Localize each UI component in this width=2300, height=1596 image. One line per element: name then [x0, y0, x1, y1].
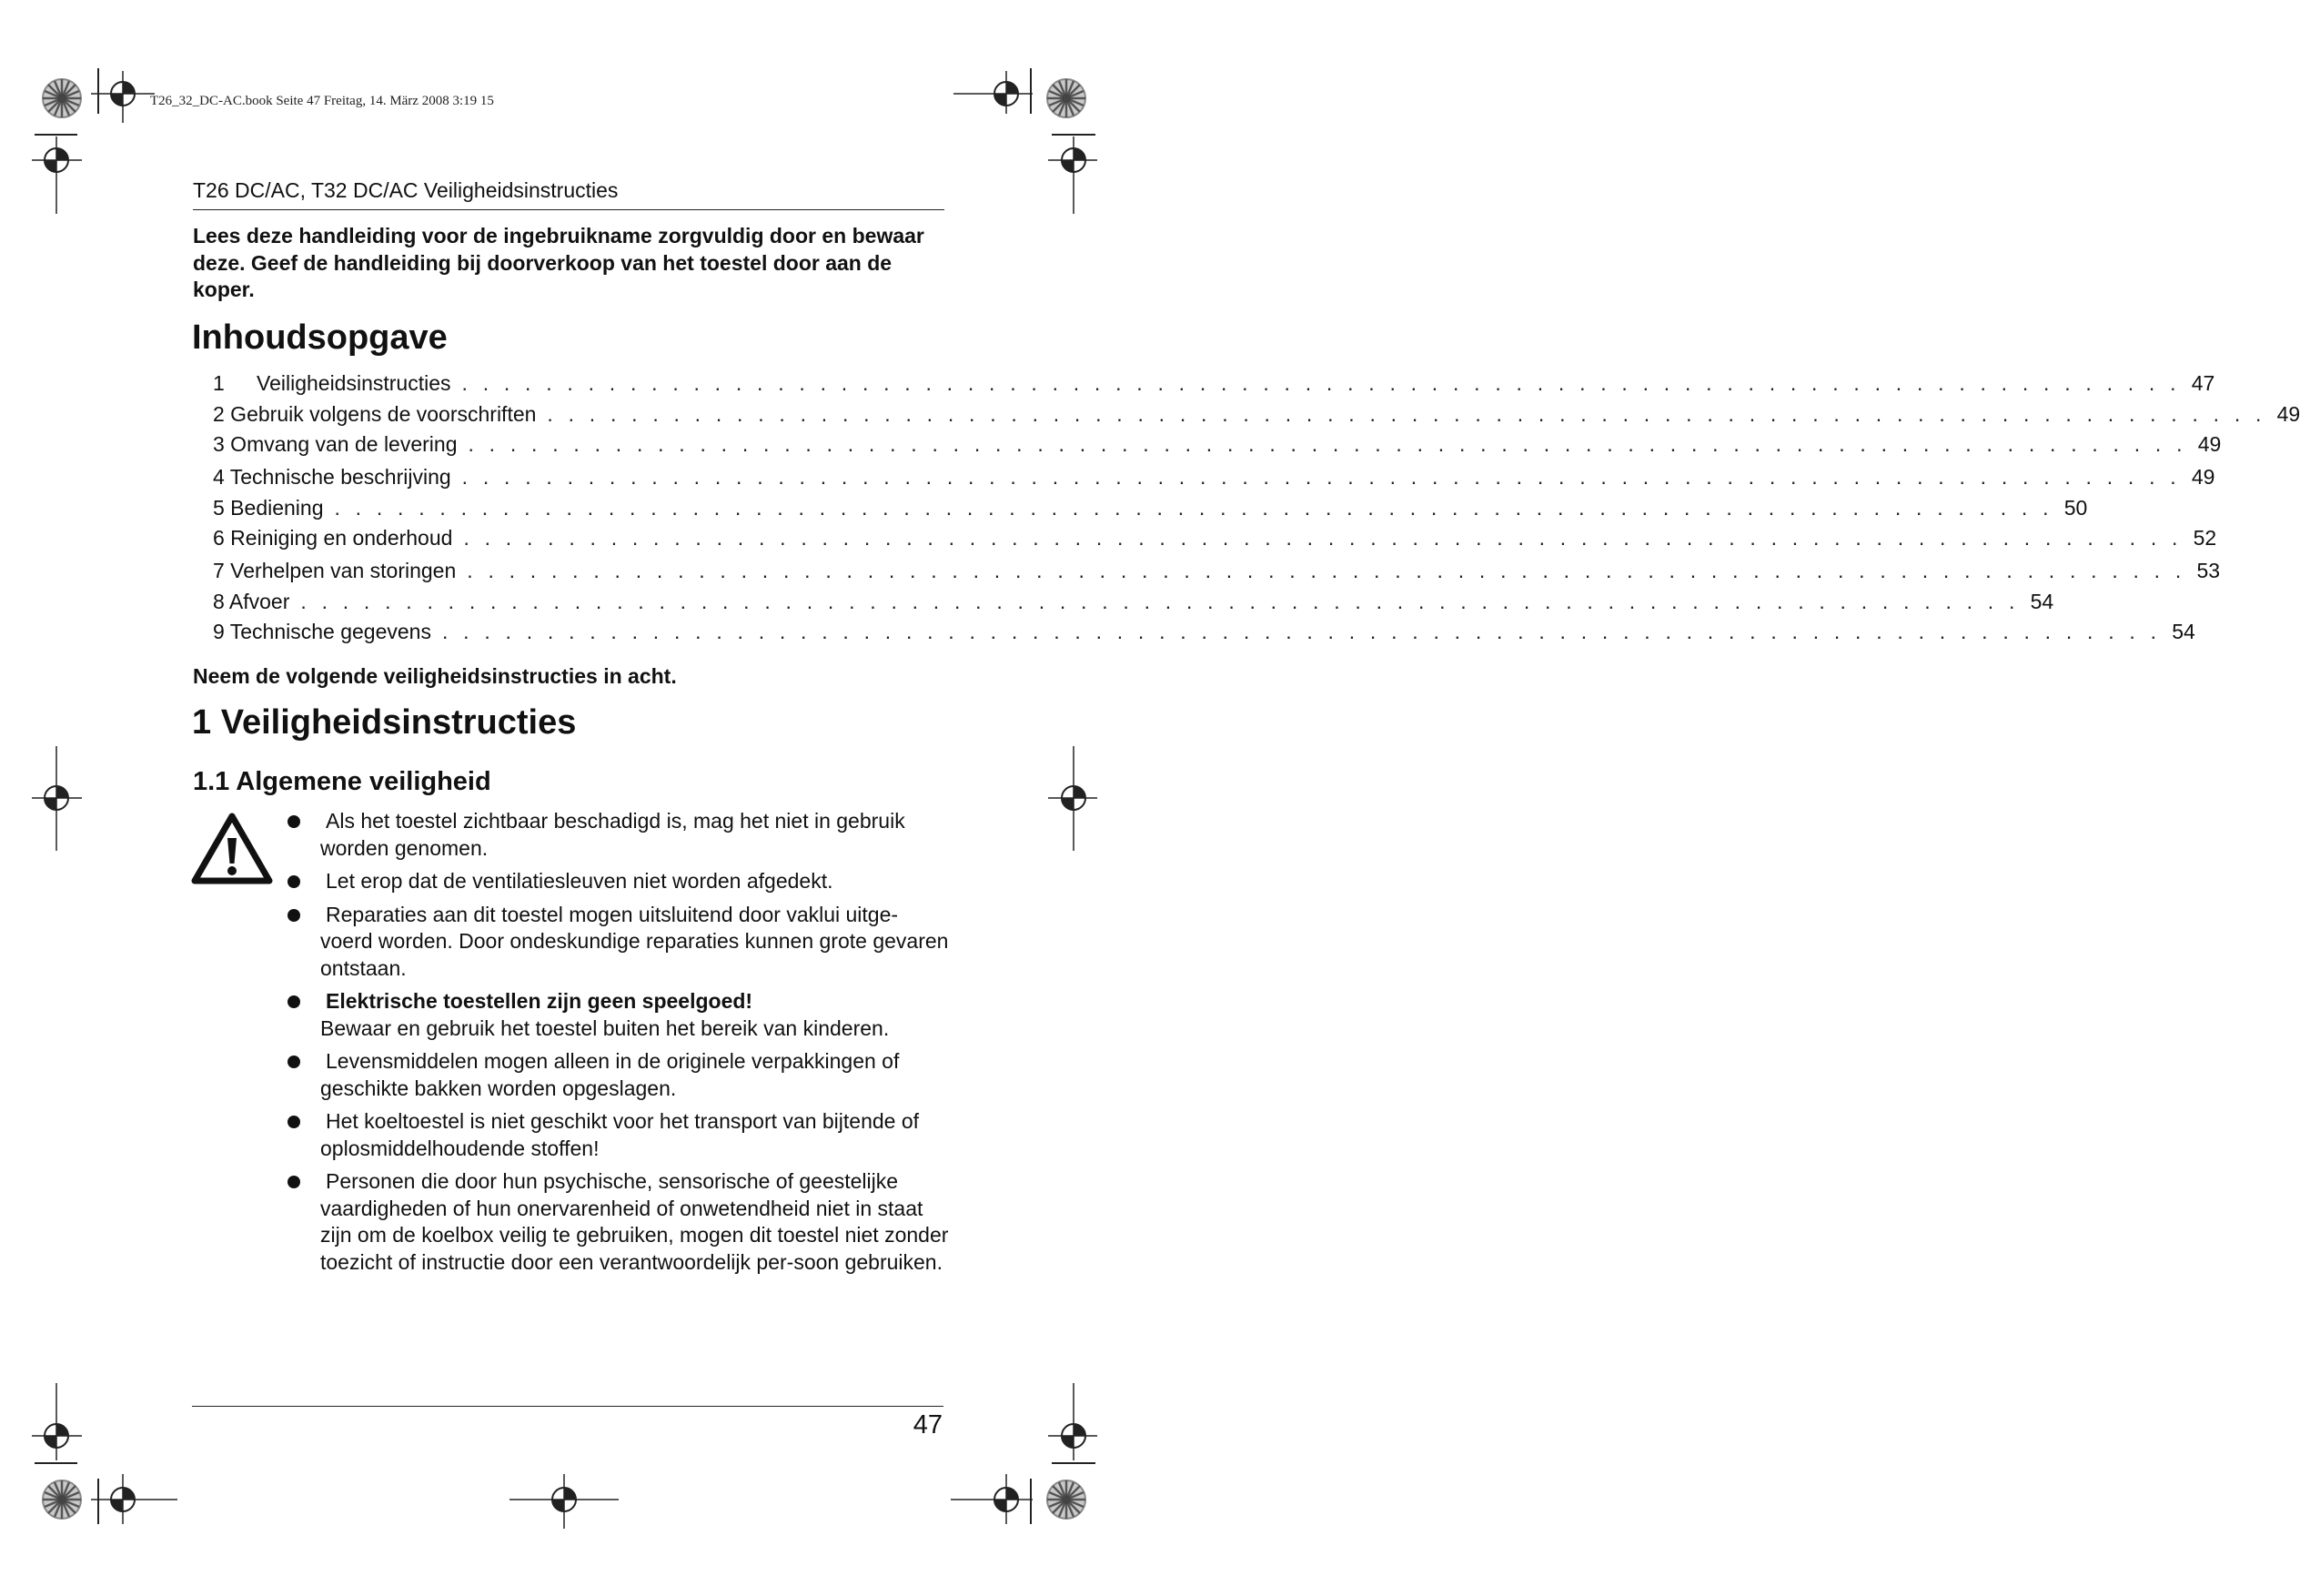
- toc-entry-title: 3 Omvang van de levering: [213, 432, 458, 456]
- toc-entry-title: 4 Technische beschrijving: [213, 465, 451, 489]
- toc-leader-dots: . . . . . . . . . . . . . . . . . . . . . . . . . . . . . . . . . . . . . . . . . . . . . . . . . . . . . . . . . . . . . . . . . . . . . . . . . . . . . . . . . .: [461, 465, 2181, 489]
- list-item: Levensmiddelen mogen alleen in de originele verpakkingen of geschikte bakken worden opgeslagen.: [288, 1048, 950, 1102]
- toc-leader-dots: . . . . . . . . . . . . . . . . . . . . . . . . . . . . . . . . . . . . . . . . . . . . . . . . . . . . . . . . . . . . . . . . . . . . . . . . . . . . . . . . . .: [334, 496, 2053, 520]
- bullet-dot-icon: [288, 909, 300, 922]
- color-star-icon: [43, 1480, 81, 1519]
- toc-leader-dots: . . . . . . . . . . . . . . . . . . . . . . . . . . . . . . . . . . . . . . . . . . . . . . . . . . . . . . . . . . . . . . . . . . . . . . . . . . . . . . . . . .: [467, 559, 2186, 582]
- registration-target-icon: [994, 1488, 1018, 1511]
- toc-entry-title: 5 Bediening: [213, 496, 324, 520]
- bullet-dot-icon: [288, 1116, 300, 1128]
- toc-leader-dots: . . . . . . . . . . . . . . . . . . . . . . . . . . . . . . . . . . . . . . . . . . . . . . . . . . . . . . . . . . . . . . . . . . . . . . . . . . . . . . . . . .: [463, 526, 2183, 550]
- registration-target-icon: [552, 1488, 576, 1511]
- list-item: Reparaties aan dit toestel mogen uitsluitend door vaklui uitge-voerd worden. Door ondeskundige reparaties kunnen grote gevaren ontstaan.: [288, 902, 950, 983]
- list-item: Als het toestel zichtbaar beschadigd is, mag het niet in gebruik worden genomen.: [288, 808, 950, 862]
- toc-entry-title: 8 Afvoer: [213, 590, 290, 613]
- bullet-dot-icon: [288, 1176, 300, 1188]
- toc-entry-page: 47: [2191, 371, 2215, 395]
- toc-title: Inhoudsopgave: [192, 318, 448, 357]
- intro-paragraph: Lees deze handleiding voor de ingebruikname zorgvuldig door en bewaar deze. Geef de handleiding bij doorverkoop van het toestel door aan de koper.: [193, 224, 924, 301]
- toc-entry-page: 54: [2172, 620, 2195, 643]
- list-item: Elektrische toestellen zijn geen speelgoed! Bewaar en gebruik het toestel buiten het bereik van kinderen.: [288, 988, 950, 1042]
- toc-leader-dots: . . . . . . . . . . . . . . . . . . . . . . . . . . . . . . . . . . . . . . . . . . . . . . . . . . . . . . . . . . . . . . . . . . . . . . . . . . . . . . . . . .: [547, 402, 2266, 426]
- toc-entry-page: 53: [2196, 559, 2221, 582]
- toc-entry[interactable]: [213, 526, 2217, 551]
- toc-entry-page: 52: [2193, 526, 2217, 550]
- toc-entry-title: 6 Reiniging en onderhoud: [213, 526, 453, 550]
- color-star-icon: [1047, 79, 1085, 117]
- page-number: 47: [913, 1410, 943, 1439]
- toc-entry-page: 50: [2063, 496, 2088, 520]
- toc-entry-title: 2 Gebruik volgens de voorschriften: [213, 402, 537, 426]
- toc-entry[interactable]: [213, 465, 2215, 490]
- bullet-dot-icon: [288, 995, 300, 1008]
- safety-notice: Neem de volgende veiligheidsinstructies in acht.: [193, 664, 677, 688]
- print-slug: T26_32_DC-AC.book Seite 47 Freitag, 14. März 2008 3:19 15: [150, 94, 494, 108]
- list-item: Let erop dat de ventilatiesleuven niet worden afgedekt.: [288, 868, 950, 895]
- toc-entry[interactable]: [213, 559, 2221, 583]
- registration-target-icon: [45, 1424, 68, 1448]
- toc-entry-page: 49: [2197, 432, 2222, 456]
- list-item: Personen die door hun psychische, sensorische of geestelijke vaardigheden of hun onervarenheid of onwetendheid niet in staat zijn om de koelbox veilig te gebruiken, mogen dit toestel niet zonder toezicht of instructie door een verantwoordelijk per-soon gebruiken.: [288, 1168, 950, 1276]
- toc-entry-title: 7 Verhelpen van storingen: [213, 559, 457, 582]
- color-star-icon: [43, 79, 81, 117]
- registration-target-icon: [45, 148, 68, 172]
- toc-entry[interactable]: [213, 496, 2088, 520]
- toc-entry-title: Veiligheidsinstructies: [257, 371, 451, 395]
- registration-target-icon: [111, 82, 135, 106]
- toc-entry[interactable]: [213, 402, 2300, 427]
- toc-leader-dots: . . . . . . . . . . . . . . . . . . . . . . . . . . . . . . . . . . . . . . . . . . . . . . . . . . . . . . . . . . . . . . . . . . . . . . . . . . . . . . . . . .: [468, 432, 2187, 456]
- toc-entry-title: 9 Technische gegevens: [213, 620, 431, 643]
- bullet-dot-icon: [288, 875, 300, 888]
- registration-target-icon: [111, 1488, 135, 1511]
- subsection-title: 1.1 Algemene veiligheid: [193, 767, 491, 796]
- toc-entry[interactable]: [213, 590, 2054, 614]
- registration-target-icon: [1062, 1424, 1085, 1448]
- toc-entry-number: 1: [213, 371, 225, 395]
- running-header: T26 DC/AC, T32 DC/AC Veiligheidsinstructies: [193, 178, 944, 210]
- registration-target-icon: [1062, 148, 1085, 172]
- toc-leader-dots: . . . . . . . . . . . . . . . . . . . . . . . . . . . . . . . . . . . . . . . . . . . . . . . . . . . . . . . . . . . . . . . . . . . . . . . . . . . . . . . . . .: [441, 620, 2162, 643]
- bold-warning: Elektrische toestellen zijn geen speelgoed!: [326, 989, 753, 1013]
- toc-entry[interactable]: [213, 620, 2195, 644]
- bullet-dot-icon: [288, 815, 300, 828]
- warning-triangle-icon: [191, 813, 273, 885]
- toc-entry-page: 49: [2276, 402, 2300, 426]
- toc-entry[interactable]: [213, 371, 2215, 396]
- safety-bullet-list: [288, 808, 950, 1282]
- toc-leader-dots: . . . . . . . . . . . . . . . . . . . . . . . . . . . . . . . . . . . . . . . . . . . . . . . . . . . . . . . . . . . . . . . . . . . . . . . . . . . . . . . . . .: [461, 371, 2181, 395]
- section-title: 1 Veiligheidsinstructies: [192, 703, 577, 742]
- registration-target-icon: [994, 82, 1018, 106]
- footer-rule: [192, 1406, 943, 1407]
- toc-leader-dots: . . . . . . . . . . . . . . . . . . . . . . . . . . . . . . . . . . . . . . . . . . . . . . . . . . . . . . . . . . . . . . . . . . . . . . . . . . . . . . . . . .: [300, 590, 2020, 613]
- toc-entry[interactable]: [213, 432, 2222, 457]
- registration-target-icon: [1062, 786, 1085, 810]
- toc-entry-page: 49: [2191, 465, 2215, 489]
- toc-entry-page: 54: [2030, 590, 2054, 613]
- list-item: Het koeltoestel is niet geschikt voor het transport van bijtende of oplosmiddelhoudende stoffen!: [288, 1108, 950, 1162]
- registration-target-icon: [45, 786, 68, 810]
- color-star-icon: [1047, 1480, 1085, 1519]
- bullet-dot-icon: [288, 1056, 300, 1068]
